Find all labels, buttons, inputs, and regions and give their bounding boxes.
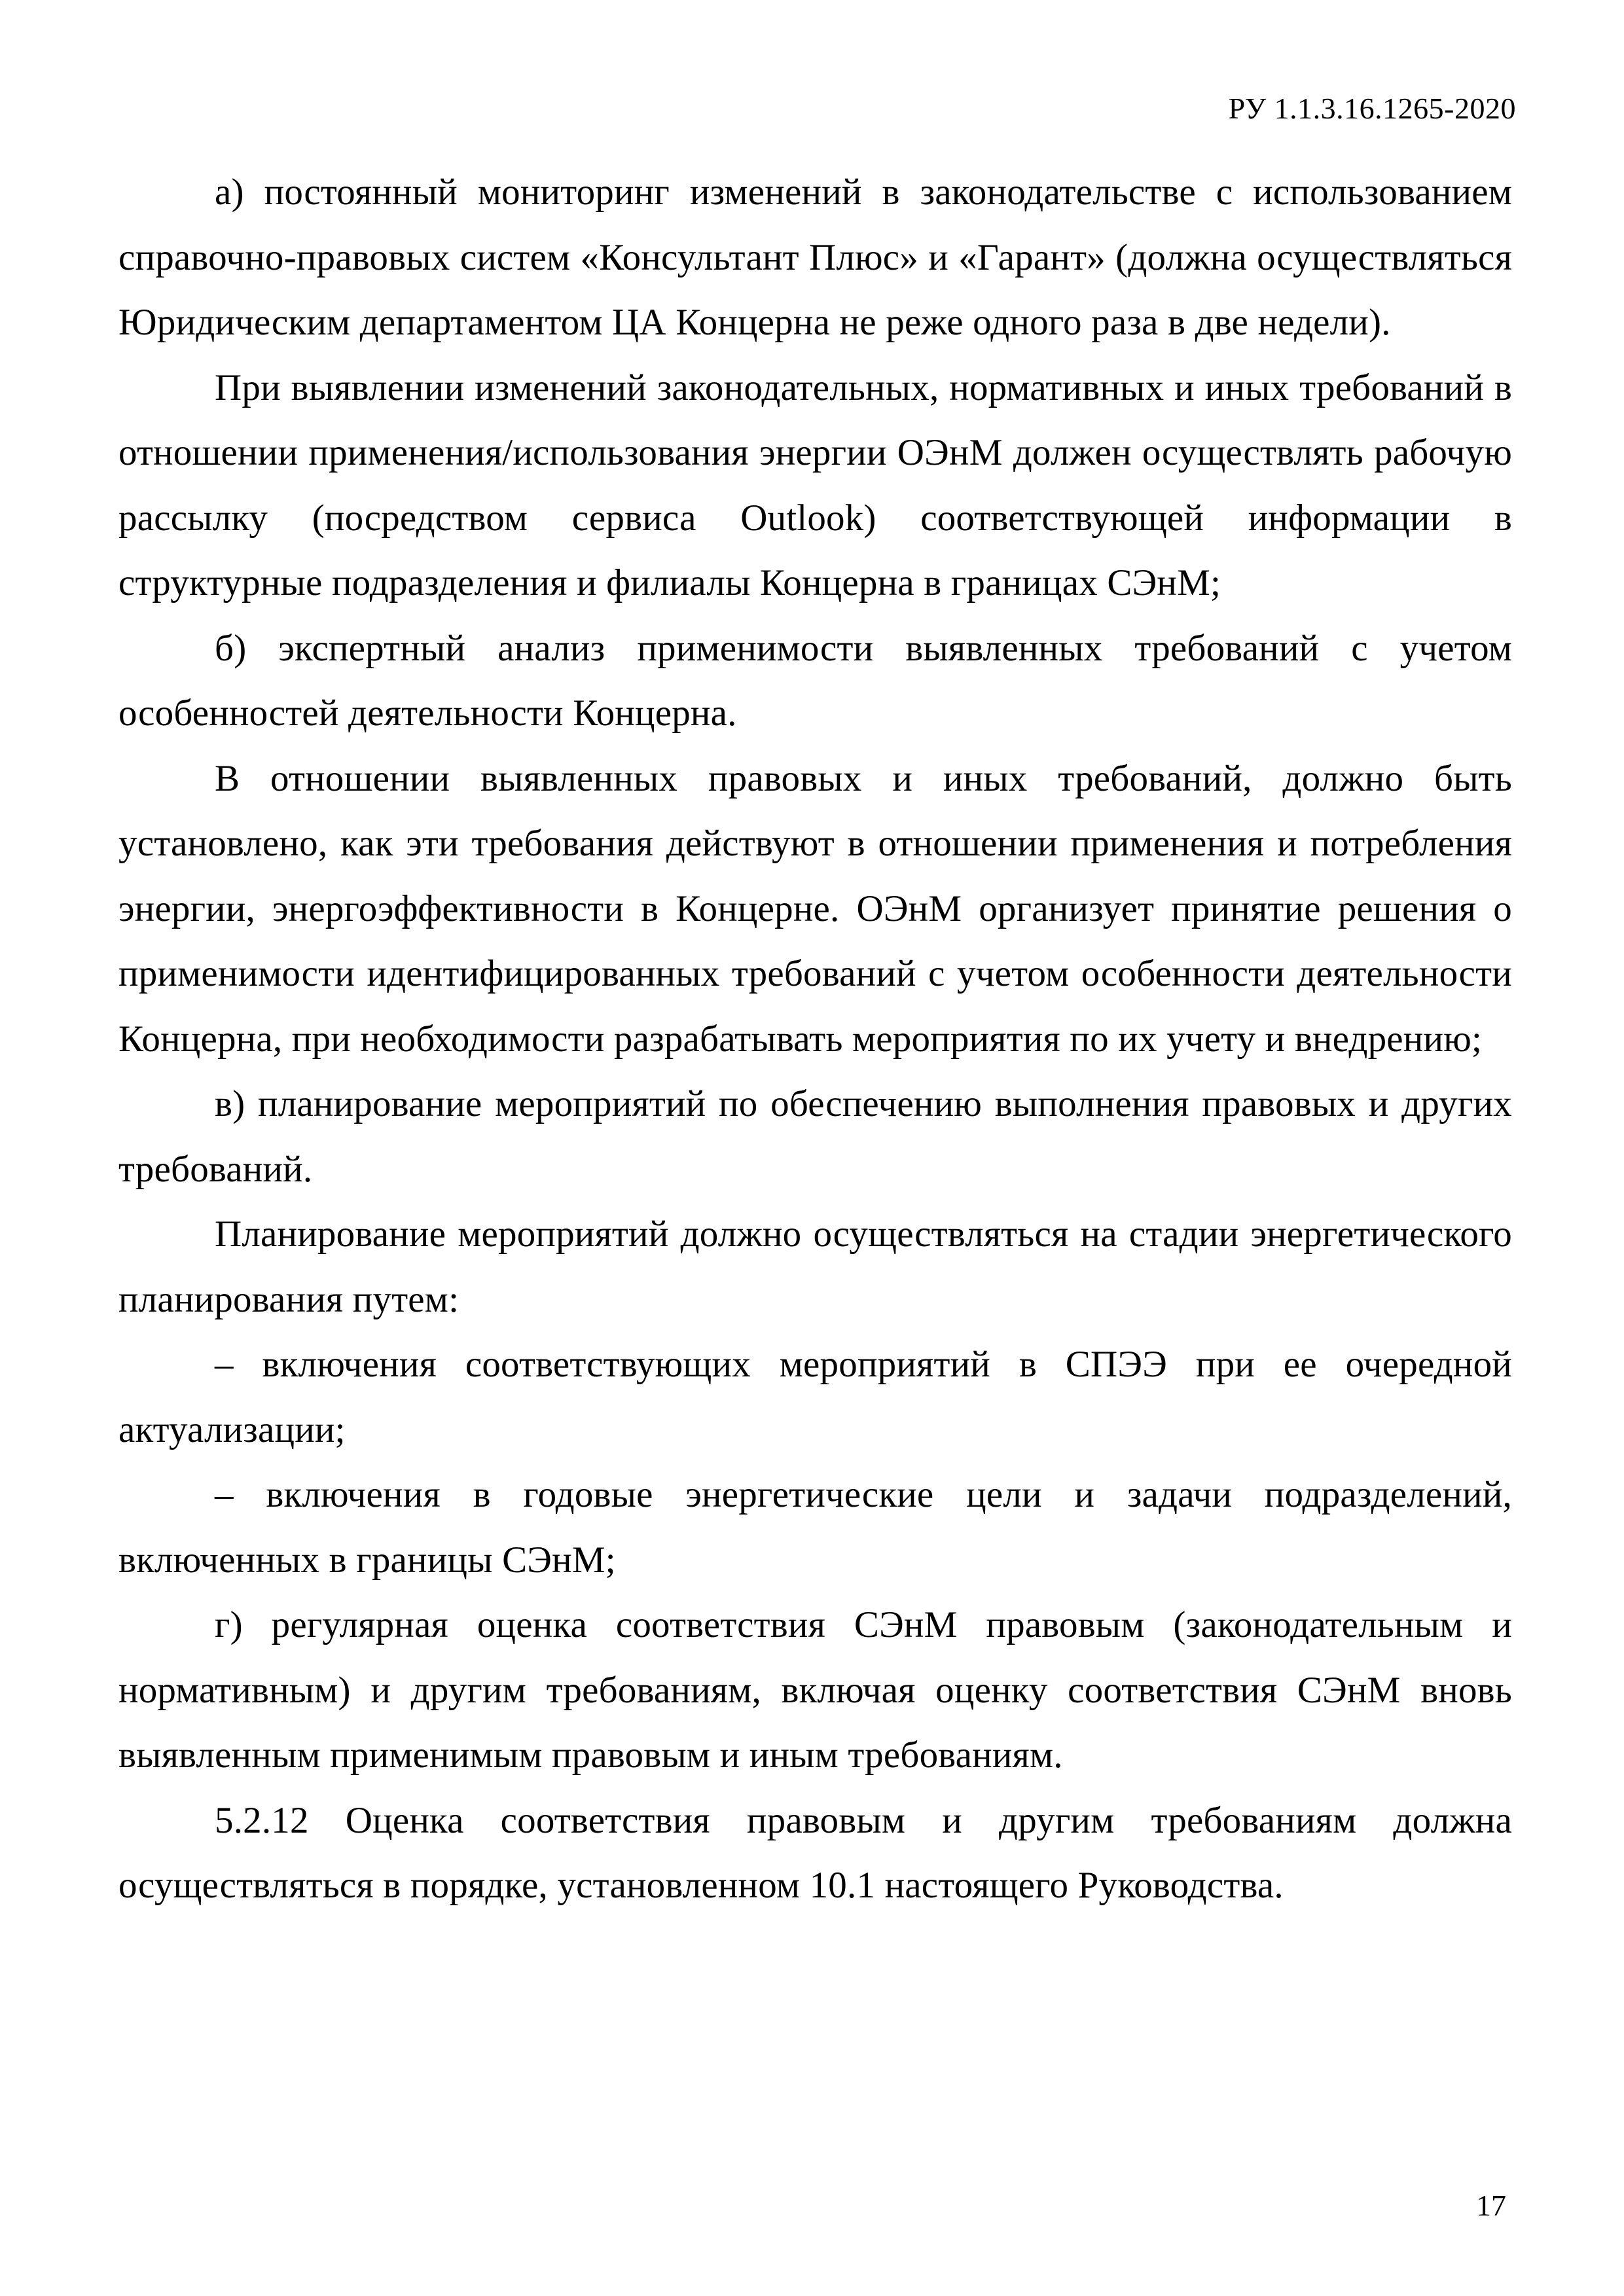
paragraph-item-v: в) планирование мероприятий по обеспечению выполнения правовых и других требований. [118,1083,1512,1190]
document-body [118,160,1512,1918]
list-item-speе: – включения соответствующих мероприятий в СПЭЭ при ее очередной актуализации; [118,1344,1512,1450]
paragraph-requirements-applicability: В отношении выявленных правовых и иных требований, должно быть установлено, как эти требования действуют в отношении применения и потребления энергии, энергоэффективности в Концерне. ОЭнМ организует принятие решения о применимости идентифицированных требований с учетом особенности деятельности Концерна, при необходимости разрабатывать мероприятия по их учету и внедрению; [118,757,1512,1060]
paragraph-item-g: г) регулярная оценка соответствия СЭнМ правовым (законодательным и нормативным) и другим требованиям, включая оценку соответствия СЭнМ вновь выявленным применимым правовым и иным требованиям. [118,1604,1512,1776]
document-number: РУ 1.1.3.16.1265-2020 [1228,92,1516,125]
paragraph-change-notification: При выявлении изменений законодательных, нормативных и иных требований в отношении применения/использования энергии ОЭнМ должен осуществлять рабочую рассылку (посредством сервиса Outlook) соответствующей информации в структурные подразделения и филиалы Концерна в границах СЭнМ; [118,367,1512,603]
page-number: 17 [1476,2189,1506,2222]
paragraph-item-a: а) постоянный мониторинг изменений в законодательстве с использованием справочно-правовых систем «Консультант Плюс» и «Гарант» (должна осуществляться Юридическим департаментом ЦА Концерна не реже одного раза в две недели). [118,171,1512,343]
paragraph-item-b: б) экспертный анализ применимости выявленных требований с учетом особенностей деятельности Концерна. [118,627,1512,734]
paragraph-planning: Планирование мероприятий должно осуществляться на стадии энергетического планирования путем: [118,1213,1512,1320]
list-item-annual-goals: – включения в годовые энергетические цели и задачи подразделений, включенных в границы СЭнМ; [118,1474,1512,1581]
paragraph-5-2-12: 5.2.12 Оценка соответствия правовым и другим требованиям должна осуществляться в порядке, установленном 10.1 настоящего Руководства. [118,1799,1512,1906]
